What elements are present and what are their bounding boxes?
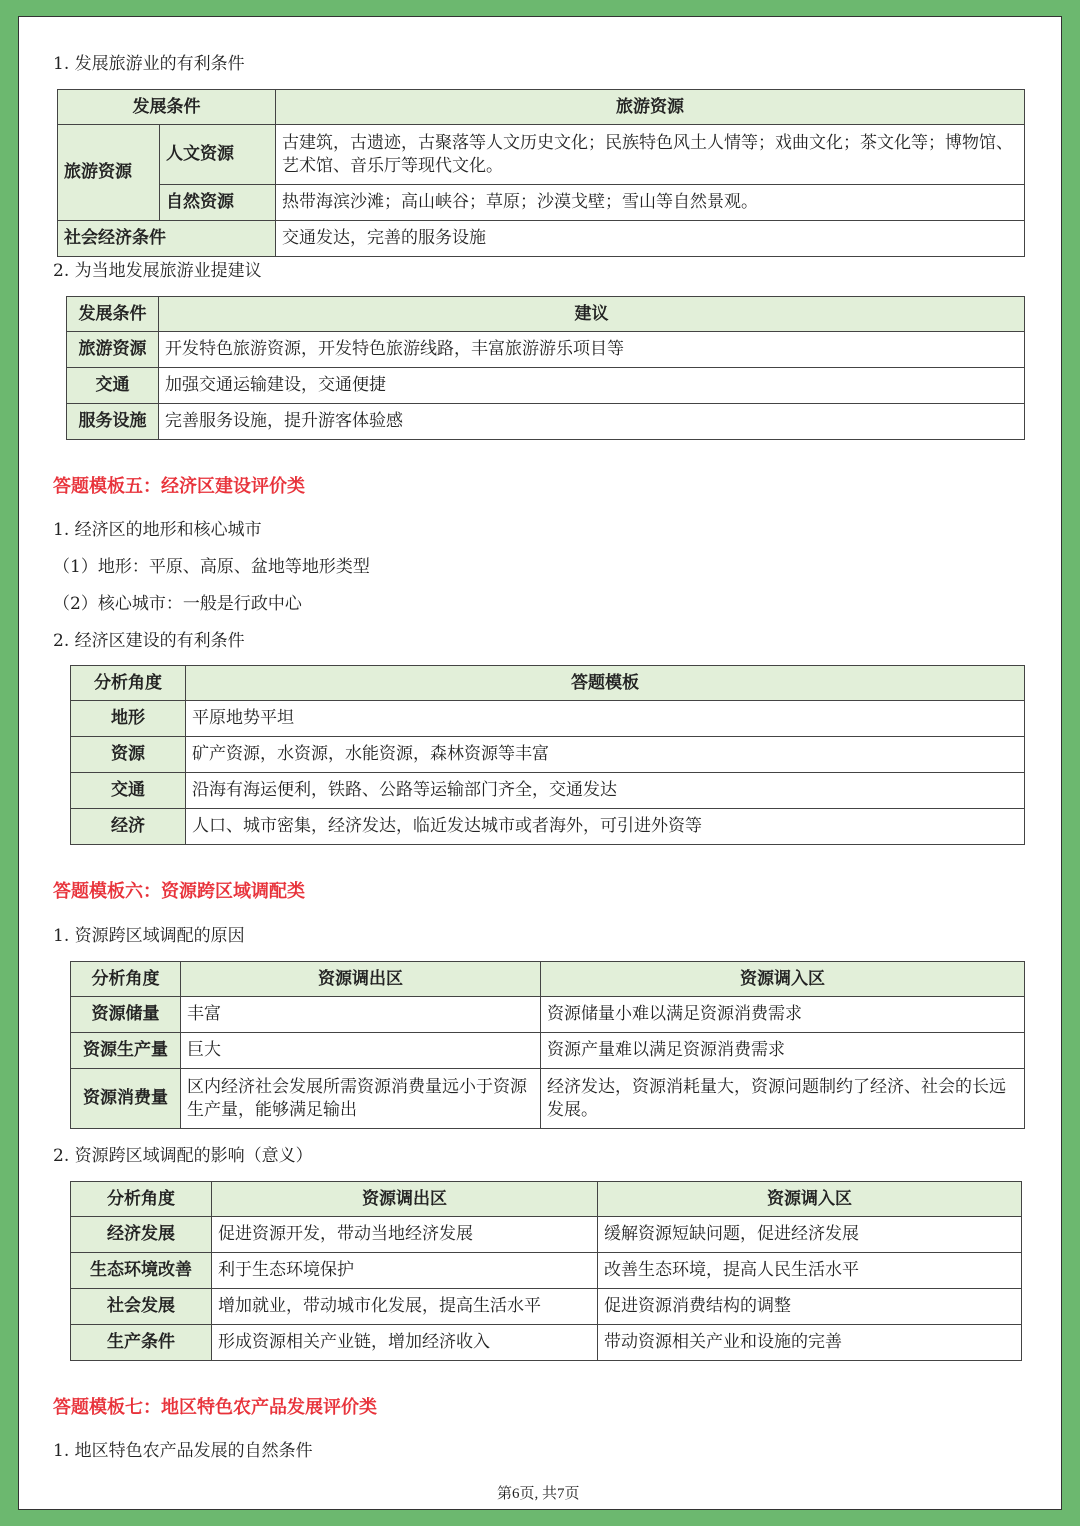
page-number: 第6页, 共7页 — [497, 1486, 580, 1502]
resource-impact-table — [70, 1181, 1022, 1361]
section2-title: 2. 为当地发展旅游业提建议 — [53, 261, 262, 281]
table-row — [71, 1033, 1025, 1069]
row-label: 地形 — [71, 701, 186, 737]
template5-heading: 答题模板五：经济区建设评价类 — [53, 476, 305, 497]
row-label: 生产条件 — [71, 1325, 212, 1361]
row-text: 加强交通运输建设，交通便捷 — [159, 368, 1025, 404]
table-row — [71, 773, 1025, 809]
row-label: 生态环境改善 — [71, 1253, 212, 1289]
row-out: 巨大 — [181, 1033, 541, 1069]
table-row — [71, 809, 1025, 845]
header-template: 答题模板 — [186, 666, 1025, 701]
header-in: 资源调入区 — [598, 1182, 1022, 1217]
social-text: 交通发达，完善的服务设施 — [276, 221, 1025, 257]
document-page — [18, 16, 1062, 1510]
row-label: 经济 — [71, 809, 186, 845]
table-row — [67, 404, 1025, 440]
table-row — [71, 701, 1025, 737]
row-label: 资源 — [71, 737, 186, 773]
row-in: 带动资源相关产业和设施的完善 — [598, 1325, 1022, 1361]
header-resource: 旅游资源 — [276, 90, 1025, 125]
template5-line1: 1. 经济区的地形和核心城市 — [53, 520, 262, 540]
row-text: 完善服务设施，提升游客体验感 — [159, 404, 1025, 440]
table-row — [71, 1217, 1022, 1253]
row-label: 资源生产量 — [71, 1033, 181, 1069]
table-row — [71, 997, 1025, 1033]
tourism-conditions-table — [57, 89, 1025, 257]
row-label: 服务设施 — [67, 404, 159, 440]
header-angle: 分析角度 — [71, 1182, 212, 1217]
tourism-suggestion-table — [66, 296, 1025, 440]
row-label: 社会发展 — [71, 1289, 212, 1325]
row-in: 资源储量小难以满足资源消费需求 — [541, 997, 1025, 1033]
row-label: 交通 — [67, 368, 159, 404]
row-out: 利于生态环境保护 — [212, 1253, 598, 1289]
row-label: 交通 — [71, 773, 186, 809]
row-label: 资源储量 — [71, 997, 181, 1033]
header-angle: 分析角度 — [71, 962, 181, 997]
template5-line4: 2. 经济区建设的有利条件 — [53, 631, 245, 651]
header-condition: 发展条件 — [67, 297, 159, 332]
header-suggestion: 建议 — [159, 297, 1025, 332]
row-in: 改善生态环境，提高人民生活水平 — [598, 1253, 1022, 1289]
header-in: 资源调入区 — [541, 962, 1025, 997]
row-text: 矿产资源，水资源，水能资源，森林资源等丰富 — [186, 737, 1025, 773]
table-row — [67, 332, 1025, 368]
culture-text: 古建筑，古遗迹，古聚落等人文历史文化；民族特色风土人情等；戏曲文化；茶文化等；博物馆、艺术馆、音乐厅等现代文化。 — [276, 125, 1025, 185]
row-in: 资源产量难以满足资源消费需求 — [541, 1033, 1025, 1069]
nature-label: 自然资源 — [160, 185, 276, 221]
table-row — [67, 368, 1025, 404]
table-row — [71, 1069, 1025, 1129]
template6-line1: 1. 资源跨区域调配的原因 — [53, 926, 245, 946]
header-out: 资源调出区 — [181, 962, 541, 997]
section1-title: 1. 发展旅游业的有利条件 — [53, 54, 245, 74]
row-out: 丰富 — [181, 997, 541, 1033]
header-condition: 发展条件 — [58, 90, 276, 125]
header-angle: 分析角度 — [71, 666, 186, 701]
row-in: 促进资源消费结构的调整 — [598, 1289, 1022, 1325]
table-row — [71, 1325, 1022, 1361]
template5-line2: （1）地形：平原、高原、盆地等地形类型 — [53, 557, 370, 577]
row-label: 资源消费量 — [71, 1069, 181, 1129]
social-label: 社会经济条件 — [58, 221, 276, 257]
template6-line2: 2. 资源跨区域调配的影响（意义） — [53, 1146, 313, 1166]
row-in: 经济发达，资源消耗量大，资源问题制约了经济、社会的长远发展。 — [541, 1069, 1025, 1129]
template7-line1: 1. 地区特色农产品发展的自然条件 — [53, 1441, 313, 1461]
economic-zone-table — [70, 665, 1025, 845]
table-row — [71, 1289, 1022, 1325]
group-label: 旅游资源 — [58, 125, 160, 221]
table-row — [71, 1253, 1022, 1289]
row-label: 旅游资源 — [67, 332, 159, 368]
row-out: 增加就业，带动城市化发展，提高生活水平 — [212, 1289, 598, 1325]
row-in: 缓解资源短缺问题，促进经济发展 — [598, 1217, 1022, 1253]
template7-heading: 答题模板七：地区特色农产品发展评价类 — [53, 1397, 377, 1418]
row-text: 人口、城市密集，经济发达，临近发达城市或者海外，可引进外资等 — [186, 809, 1025, 845]
row-label: 经济发展 — [71, 1217, 212, 1253]
row-text: 平原地势平坦 — [186, 701, 1025, 737]
row-out: 促进资源开发，带动当地经济发展 — [212, 1217, 598, 1253]
row-text: 开发特色旅游资源，开发特色旅游线路，丰富旅游游乐项目等 — [159, 332, 1025, 368]
table-row — [71, 737, 1025, 773]
row-out: 形成资源相关产业链，增加经济收入 — [212, 1325, 598, 1361]
row-text: 沿海有海运便利，铁路、公路等运输部门齐全，交通发达 — [186, 773, 1025, 809]
template5-line3: （2）核心城市：一般是行政中心 — [53, 594, 302, 614]
culture-label: 人文资源 — [160, 125, 276, 185]
nature-text: 热带海滨沙滩；高山峡谷；草原；沙漠戈壁；雪山等自然景观。 — [276, 185, 1025, 221]
header-out: 资源调出区 — [212, 1182, 598, 1217]
row-out: 区内经济社会发展所需资源消费量远小于资源生产量，能够满足输出 — [181, 1069, 541, 1129]
resource-reason-table — [70, 961, 1025, 1129]
template6-heading: 答题模板六：资源跨区域调配类 — [53, 881, 305, 902]
